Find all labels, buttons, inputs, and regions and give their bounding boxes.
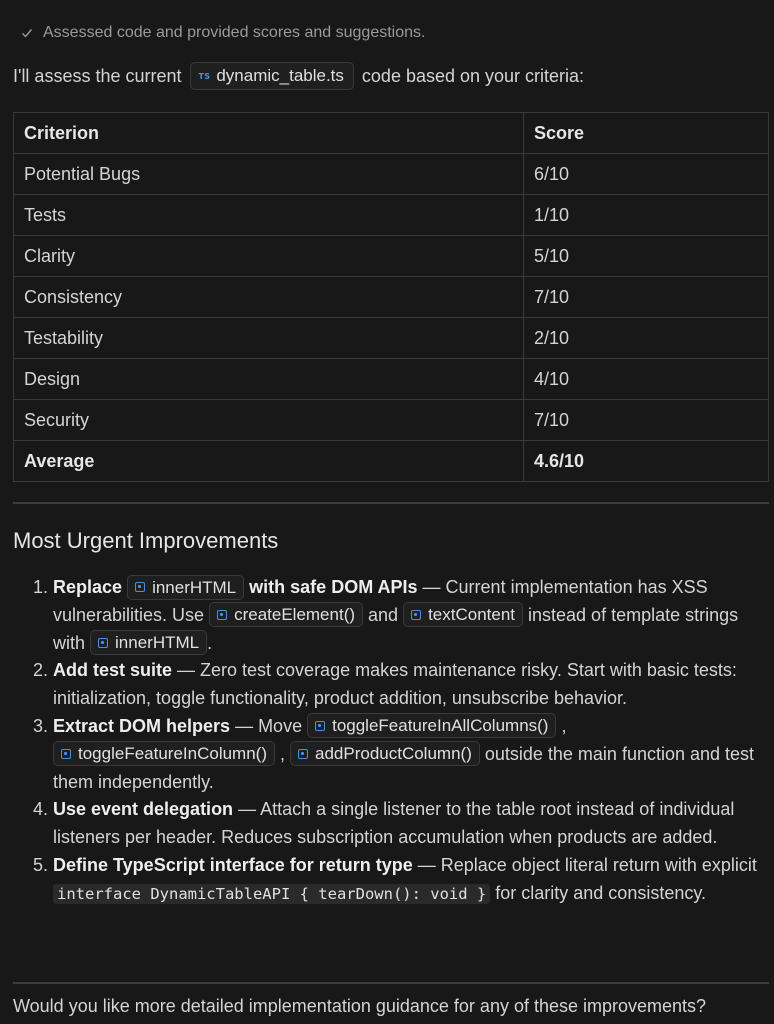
score-cell: 4/10: [524, 359, 769, 400]
code-symbol-chip[interactable]: [53, 741, 275, 766]
item-title: Add test suite: [53, 660, 173, 681]
code-symbol-label: innerHTML: [152, 577, 237, 597]
symbol-icon: [98, 638, 108, 648]
code-symbol-label: addProductColumn(): [315, 744, 472, 764]
table-row-average: [14, 441, 769, 482]
intro-text-before: I'll assess the current: [13, 65, 182, 86]
table-header-row: [14, 113, 769, 154]
item-text: and: [363, 604, 404, 625]
status-text: Assessed code and provided scores and suggestions.: [43, 24, 426, 41]
average-score-cell: 4.6/10: [524, 441, 769, 482]
item-text: — Move: [230, 715, 308, 736]
section-heading: Most Urgent Improvements: [13, 528, 279, 553]
intro-text-after: code based on your criteria:: [361, 65, 585, 86]
criterion-cell: Security: [14, 400, 524, 441]
list-item: [53, 713, 769, 796]
item-text: ,: [556, 715, 567, 736]
symbol-icon: [315, 721, 325, 731]
code-symbol-chip[interactable]: [209, 602, 363, 627]
section-divider: [13, 982, 769, 984]
table-row: [14, 400, 769, 441]
symbol-icon: [135, 582, 145, 592]
code-symbol-chip[interactable]: [290, 741, 480, 766]
code-symbol-label: createElement(): [234, 605, 356, 625]
criterion-cell: Clarity: [14, 236, 524, 277]
typescript-file-icon: TS: [198, 71, 211, 81]
item-text: .: [207, 632, 213, 653]
intro-paragraph: [13, 62, 584, 90]
average-label-cell: Average: [14, 441, 524, 482]
section-divider: [13, 502, 769, 504]
scores-table: [13, 112, 769, 482]
code-symbol-chip[interactable]: [403, 602, 523, 627]
table-row: [14, 236, 769, 277]
code-symbol-label: toggleFeatureInColumn(): [78, 744, 267, 764]
item-text: — Current implementation has XSS vulnerabilities. Use: [53, 577, 708, 625]
symbol-icon: [217, 610, 227, 620]
list-item: [53, 796, 769, 852]
table-row: [14, 277, 769, 318]
item-text: — Attach a single listener to the table root instead of individual listeners per header. Reduces subscription accumulation when products are added.: [53, 799, 735, 848]
code-symbol-label: innerHTML: [115, 633, 200, 653]
item-title: with safe DOM APIs: [249, 577, 418, 597]
score-cell: 2/10: [524, 318, 769, 359]
table-row: [14, 195, 769, 236]
column-header-score: Score: [524, 113, 769, 154]
criterion-cell: Design: [14, 359, 524, 400]
criterion-cell: Testability: [14, 318, 524, 359]
file-name: dynamic_table.ts: [216, 66, 344, 85]
code-symbol-label: textContent: [428, 605, 516, 625]
item-text: instead of template strings with: [53, 604, 739, 653]
criterion-cell: Tests: [14, 195, 524, 236]
item-text: outside the main function and test them independently.: [53, 743, 755, 792]
score-cell: 7/10: [524, 277, 769, 318]
item-title: Define TypeScript interface for return type: [53, 854, 413, 875]
symbol-icon: [411, 610, 421, 620]
symbol-icon: [298, 749, 308, 759]
code-symbol-label: toggleFeatureInAllColumns(): [332, 716, 549, 736]
list-item: [53, 574, 769, 657]
code-symbol-chip[interactable]: [127, 575, 244, 600]
item-title: Use event delegation: [53, 799, 234, 820]
inline-code: interface DynamicTableAPI { tearDown(): void }: [53, 884, 490, 904]
criterion-cell: Potential Bugs: [14, 154, 524, 195]
code-symbol-chip[interactable]: [90, 630, 207, 655]
list-item: [53, 657, 769, 713]
symbol-icon: [61, 749, 71, 759]
status-line[interactable]: [19, 24, 425, 42]
item-title: Extract DOM helpers: [53, 715, 231, 736]
improvements-list: [13, 574, 769, 909]
list-item: [53, 852, 769, 909]
table-row: [14, 359, 769, 400]
code-symbol-chip[interactable]: [307, 713, 556, 738]
table-row: [14, 318, 769, 359]
follow-up-question: Would you like more detailed implementation guidance for any of these improvements?: [13, 996, 707, 1016]
criterion-cell: Consistency: [14, 277, 524, 318]
score-cell: 6/10: [524, 154, 769, 195]
item-text: — Replace object literal return with explicit: [412, 854, 757, 875]
table-row: [14, 154, 769, 195]
score-cell: 7/10: [524, 400, 769, 441]
column-header-criterion: Criterion: [14, 113, 524, 154]
checkmark-icon: [19, 25, 35, 41]
score-cell: 5/10: [524, 236, 769, 277]
item-title: Replace: [53, 577, 123, 597]
item-text: — Zero test coverage makes maintenance risky. Start with basic tests: initialization, toggle functionality, product addition, unsubscribe behavior.: [53, 660, 737, 709]
score-cell: 1/10: [524, 195, 769, 236]
item-text: ,: [274, 743, 290, 764]
item-text: for clarity and consistency.: [490, 882, 707, 903]
file-reference-chip[interactable]: [190, 62, 354, 90]
